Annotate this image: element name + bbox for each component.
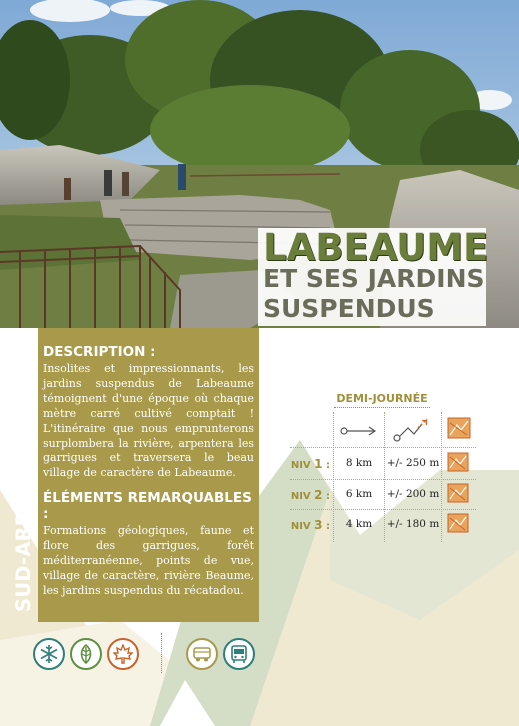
level-elevation: +/- 250 m — [386, 457, 440, 469]
map-icon — [447, 483, 469, 503]
level-label: NIV 1 : — [290, 457, 330, 471]
map-icon — [447, 513, 469, 533]
page-subtitle-line1: ET SES JARDINS — [263, 264, 485, 293]
table-divider — [290, 479, 476, 480]
description-text: Insolites et impressionnants, les jardins suspendus de Labeaume témoignent d'une époque où chaque mètre carré cultivé comptait ! L'itinéraire que nous emprunterons surplombera la rivière, arpentera les garrigues et traversera le beau village de caractère de Labeaume. — [43, 362, 254, 480]
level-label: NIV 3 : — [290, 518, 330, 532]
table-divider — [441, 412, 442, 542]
distance-arrow-icon — [340, 424, 378, 438]
table-divider — [384, 412, 385, 542]
level-distance: 6 km — [345, 488, 373, 500]
page-subtitle-line2: SUSPENDUS — [263, 294, 435, 323]
duration-underline — [334, 407, 430, 408]
remarkable-text: Formations géologiques, faune et flore des garrigues, forêt méditerranéenne, points de vue, village de caractère, rivière Beaume, les jardins suspendus du récatadou. — [43, 524, 254, 597]
elevation-arrow-icon — [392, 416, 432, 444]
page-title: LABEAUME — [263, 226, 489, 269]
level-distance: 8 km — [345, 457, 373, 469]
map-icon — [447, 452, 469, 472]
maple-leaf-icon — [107, 638, 139, 670]
table-divider — [290, 447, 476, 448]
table-divider — [290, 509, 476, 510]
description-heading: DESCRIPTION : — [43, 344, 156, 360]
table-divider — [333, 412, 334, 542]
level-label: NIV 2 : — [290, 488, 330, 502]
level-distance: 4 km — [345, 518, 373, 530]
map-icon — [447, 417, 471, 439]
remarkable-heading: ÉLÉMENTS REMARQUABLES : — [43, 490, 252, 523]
level-elevation: +/- 180 m — [386, 518, 440, 530]
bus-icon — [223, 638, 255, 670]
description-panel — [38, 328, 259, 622]
van-icon — [186, 638, 218, 670]
region-label: SUD-ARDÈCHE CALCAIRE — [12, 336, 35, 612]
duration-label: DEMI-JOURNÉE — [336, 392, 428, 405]
snowflake-icon — [33, 638, 65, 670]
icons-divider — [161, 633, 162, 673]
leaf-icon — [70, 638, 102, 670]
level-elevation: +/- 200 m — [386, 488, 440, 500]
